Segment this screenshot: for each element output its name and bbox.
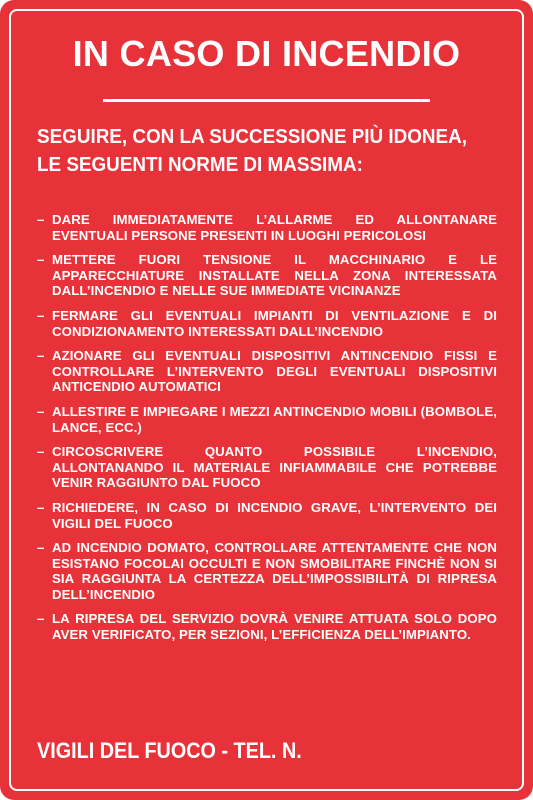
bullet-dash: – — [37, 611, 45, 627]
rule-text: CIRCOSCRIVERE QUANTO POSSIBILE L’INCENDIO, ALLONTANANDO IL MATERIALE INFIAMMABILE CHE POTREBBE VENIR RAGGIUNTO DAL FUOCO — [52, 444, 497, 491]
rule-text: RICHIEDERE, IN CASO DI INCENDIO GRAVE, L’INTERVENTO DEI VIGILI DEL FUOCO — [52, 499, 497, 531]
sign-subtitle — [37, 123, 506, 179]
bullet-dash: – — [37, 212, 45, 227]
rule-item-4 — [37, 348, 497, 395]
subtitle-line-1: SEGUIRE, CON LA SUCCESSIONE PIÙ IDONEA, — [37, 125, 467, 148]
rule-item-1 — [37, 212, 497, 243]
bullet-dash: – — [37, 540, 45, 556]
rule-item-3 — [37, 308, 497, 339]
rule-item-7 — [37, 500, 497, 531]
rule-item-9 — [37, 611, 497, 642]
rule-item-8 — [37, 540, 497, 602]
rule-item-6 — [37, 444, 497, 491]
rule-text: AZIONARE GLI EVENTUALI DISPOSITIVI ANTINCENDIO FISSI E CONTROLLARE L’INTERVENTO DEGLI EVENTUALI DISPOSITIVI ANTICENDIO AUTOMATICI — [52, 348, 497, 395]
bullet-dash: – — [37, 499, 45, 515]
bullet-dash: – — [37, 252, 45, 268]
rule-item-5 — [37, 404, 497, 435]
bullet-dash: – — [37, 403, 45, 419]
rule-text: DARE IMMEDIATAMENTE L’ALLARME ED ALLONTANARE EVENTUALI PERSONE PRESENTI IN LUOGHI PERICOLOSI — [52, 212, 497, 243]
title-divider — [103, 99, 430, 102]
subtitle-line-2: LE SEGUENTI NORME DI MASSIMA: — [37, 153, 363, 176]
sign-title: IN CASO DI INCENDIO — [72, 33, 461, 74]
rules-list — [37, 212, 497, 643]
rule-text: METTERE FUORI TENSIONE IL MACCHINARIO E LE APPARECCHIATURE INSTALLATE NELLA ZONA INTERESSATA DALL’INCENDIO E NELLE SUE IMMEDIATE VICINANZE — [52, 252, 497, 299]
rule-text: ALLESTIRE E IMPIEGARE I MEZZI ANTINCENDIO MOBILI (BOMBOLE, LANCE, ECC.) — [52, 403, 497, 435]
rule-text: LA RIPRESA DEL SERVIZIO DOVRÀ VENIRE ATTUATA SOLO DOPO AVER VERIFICATO, PER SEZIONI, L’EFFICIENZA DELL’IMPIANTO. — [52, 611, 497, 643]
bullet-dash: – — [37, 348, 45, 364]
rule-text: FERMARE GLI EVENTUALI IMPIANTI DI VENTILAZIONE E DI CONDIZIONAMENTO INTERESSATI DALL’INCENDIO — [52, 307, 497, 339]
rule-text: AD INCENDIO DOMATO, CONTROLLARE ATTENTAMENTE CHE NON ESISTANO FOCOLAI OCCULTI E NON SMOBILITARE FINCHÈ NON SI SIA RAGGIUNTA LA CERTEZZA DELL’IMPOSSIBILITÀ DI RIPRESA DELL’INCENDIO — [52, 540, 497, 602]
bullet-dash: – — [37, 444, 45, 460]
fire-department-phone: VIGILI DEL FUOCO - TEL. N. — [37, 738, 302, 763]
rule-item-2 — [37, 252, 497, 299]
bullet-dash: – — [37, 307, 45, 323]
